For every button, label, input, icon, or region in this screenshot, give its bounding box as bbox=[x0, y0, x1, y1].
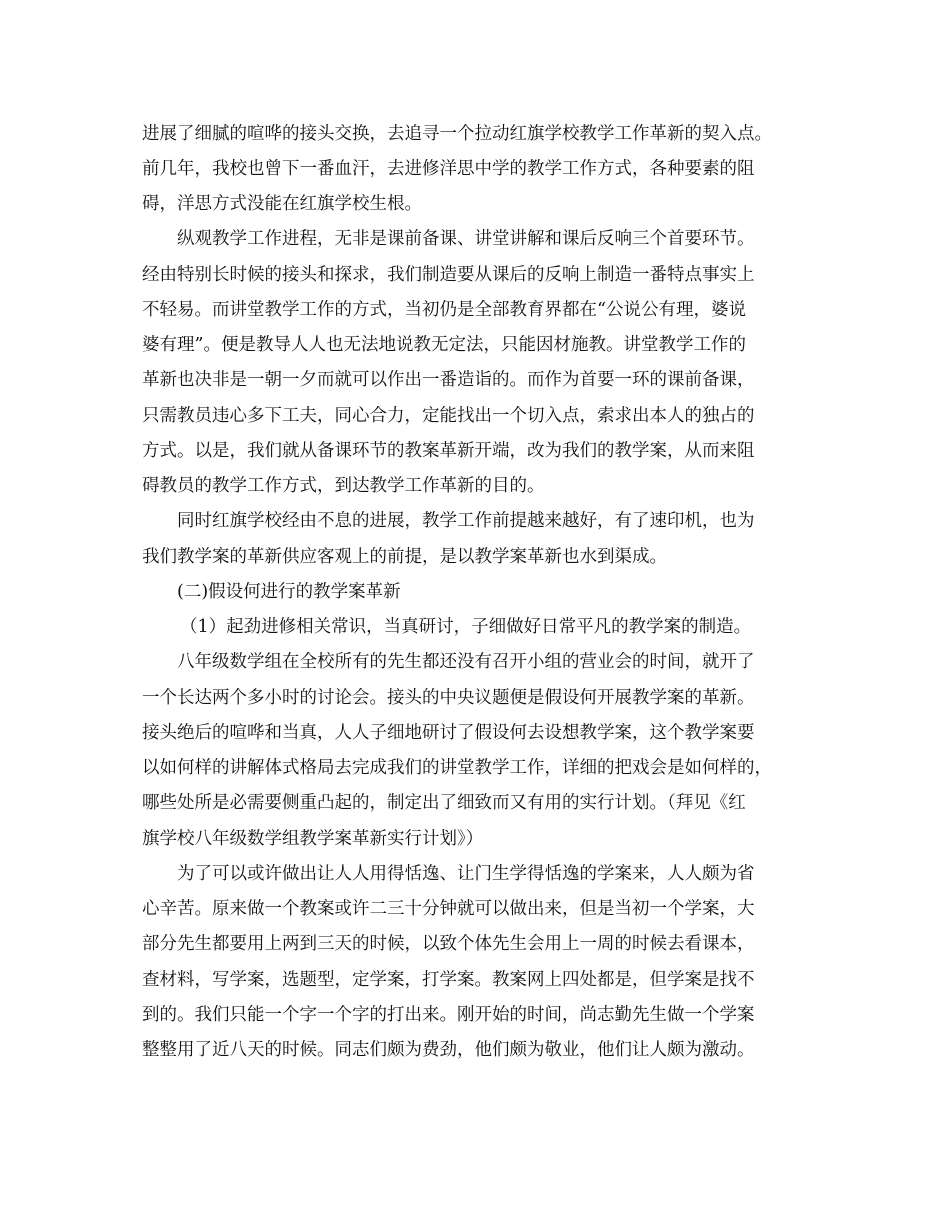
text-line: 接头绝后的喧哗和当真，人人子细地研讨了假设何去设想教学案，这个教学案要 bbox=[142, 723, 755, 743]
text-line: 我们教学案的革新供应客观上的前提，是以教学案革新也水到渠成。 bbox=[142, 547, 667, 567]
section-heading: (二)假设何进行的教学案革新 bbox=[177, 582, 401, 602]
text-line: 革新也决非是一朝一夕而就可以作出一番造诣的。而作为首要一环的课前备课， bbox=[142, 370, 755, 390]
text-line: 婆有理”。便是教导人人也无法地说教无定法，只能因材施教。讲堂教学工作的 bbox=[142, 335, 746, 355]
text-line: 前几年，我校也曾下一番血汗，去进修洋思中学的教学工作方式，各种要素的阻 bbox=[142, 159, 755, 179]
text-line: 一个长达两个多小时的讨论会。接头的中央议题便是假设何开展教学案的革新。 bbox=[142, 688, 755, 708]
text-line: 碍教员的教学工作方式，到达教学工作革新的目的。 bbox=[142, 476, 545, 496]
text-line: 同时红旗学校经由不息的进展，教学工作前提越来越好，有了速印机，也为 bbox=[177, 511, 755, 531]
text-line: 不轻易。而讲堂教学工作的方式，当初仍是全部教育界都在“公说公有理，婆说 bbox=[142, 300, 746, 320]
text-line: 哪些处所是必需要侧重凸起的，制定出了细致而又有用的实行计划。（拜见《红 bbox=[142, 793, 746, 813]
text-line: 部分先生都要用上两到三天的时候，以致个体先生会用上一周的时候去看课本， bbox=[142, 934, 755, 954]
text-line: 碍，洋思方式没能在红旗学校生根。 bbox=[142, 194, 422, 214]
text-line: 查材料，写学案，选题型，定学案，打学案。教案网上四处都是，但学案是找不 bbox=[142, 970, 755, 990]
text-line: 纵观教学工作进程，无非是课前备课、讲堂讲解和课后反响三个首要环节。 bbox=[177, 229, 755, 249]
text-line: 进展了细腻的喧哗的接头交换，去追寻一个拉动红旗学校教学工作革新的契入点。 bbox=[142, 124, 772, 144]
text-line: 到的。我们只能一个字一个字的打出来。刚开始的时间，尚志勤先生做一个学案 bbox=[142, 1005, 755, 1025]
text-line: 只需教员违心多下工夫，同心合力，定能找出一个切入点，索求出本人的独占的 bbox=[142, 406, 755, 426]
text-line: 八年级数学组在全校所有的先生都还没有召开小组的营业会的时间，就开了 bbox=[177, 652, 755, 672]
text-line: 旗学校八年级数学组教学案革新实行计划》） bbox=[142, 829, 484, 849]
subsection-heading: （1）起劲进修相关常识，当真研讨，子细做好日常平凡的教学案的制造。 bbox=[180, 617, 752, 637]
text-line: 整整用了近八天的时候。同志们颇为费劲，他们颇为敬业，他们让人颇为激动。 bbox=[142, 1040, 755, 1060]
text-line: 经由特别长时候的接头和探求，我们制造要从课后的反响上制造一番特点事实上 bbox=[142, 265, 755, 285]
text-line: 心辛苦。原来做一个教案或许二三十分钟就可以做出来，但是当初一个学案，大 bbox=[142, 899, 755, 919]
text-line: 以如何样的讲解体式格局去完成我们的讲堂教学工作，详细的把戏会是如何样的， bbox=[142, 758, 772, 778]
text-line: 为了可以或许做出让人人用得恬逸、让门生学得恬逸的学案来，人人颇为省 bbox=[177, 864, 755, 884]
text-line: 方式。以是，我们就从备课环节的教案革新开端，改为我们的教学案，从而来阻 bbox=[142, 441, 755, 461]
